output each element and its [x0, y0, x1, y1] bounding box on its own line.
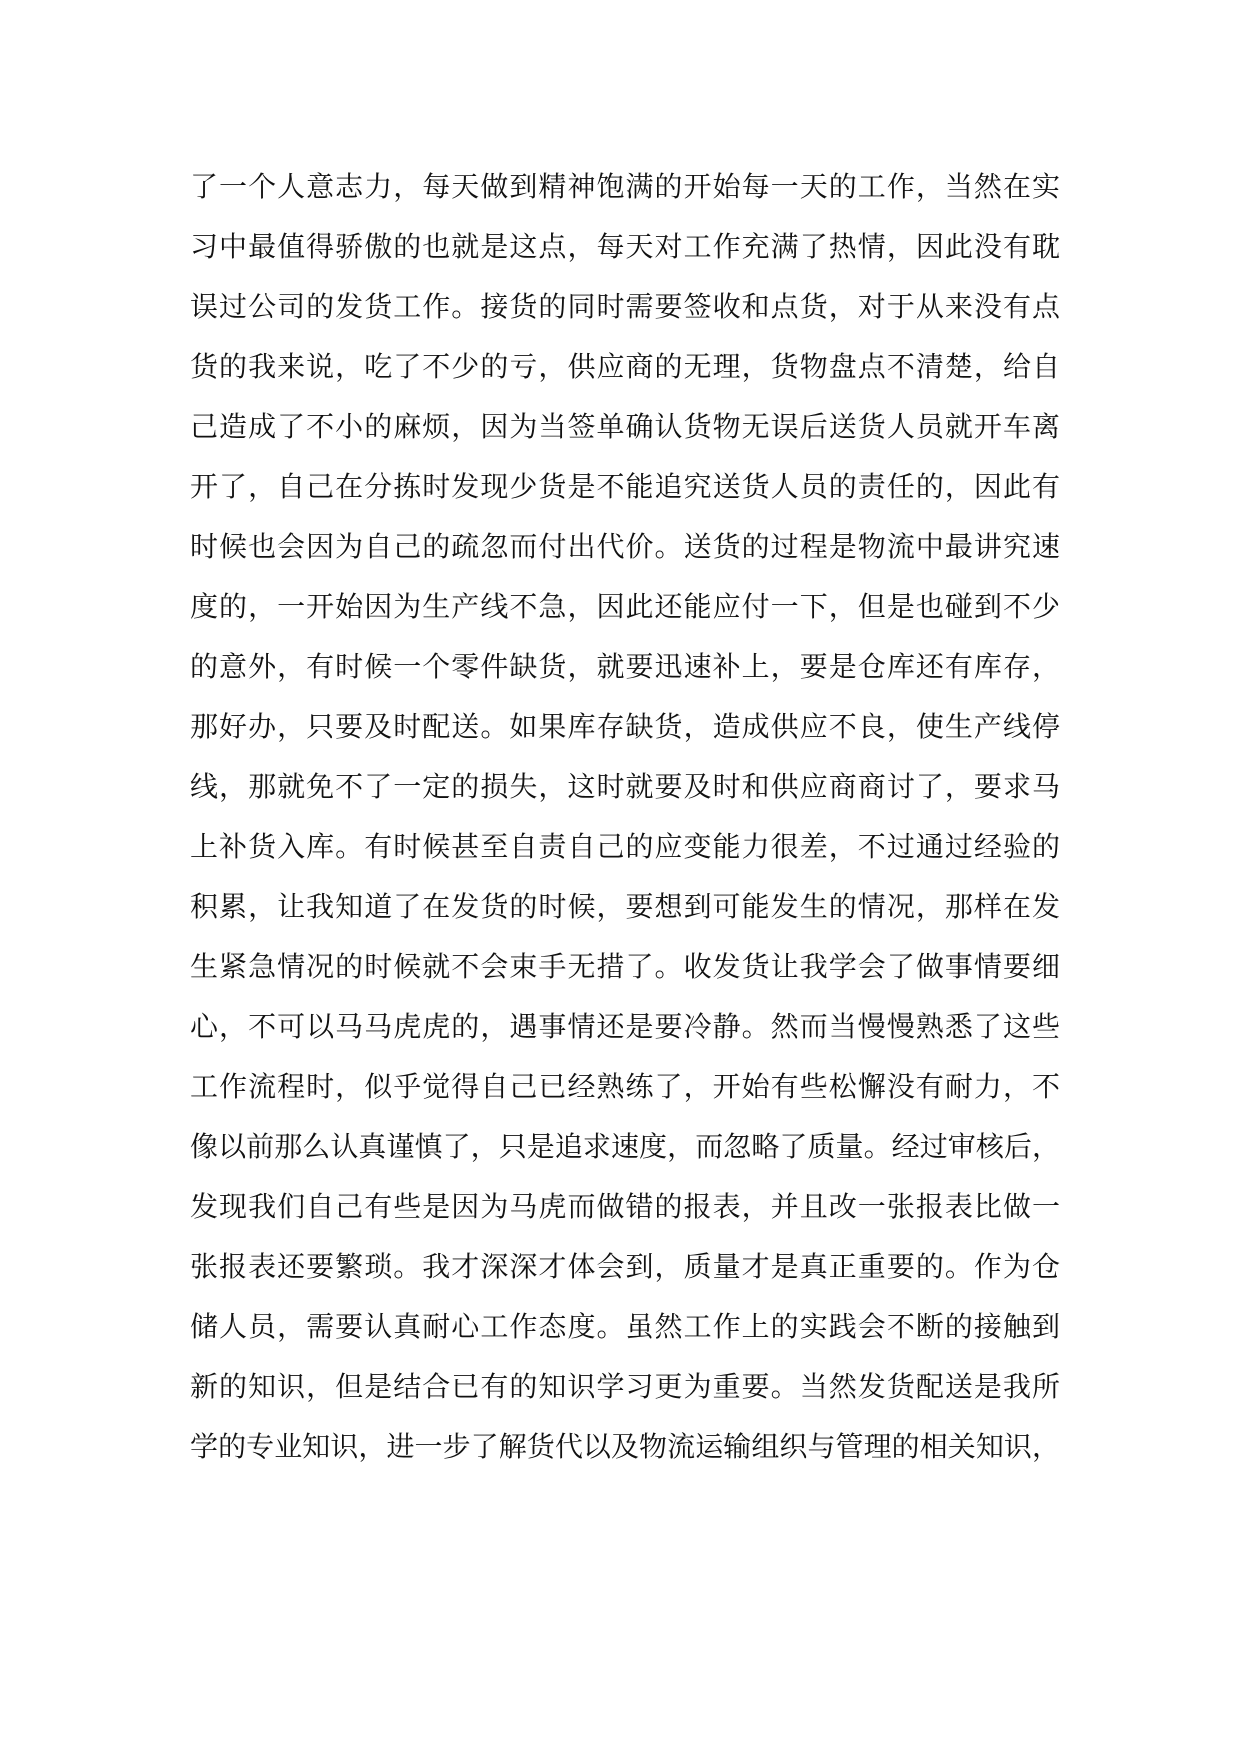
- text-line-10: 那好办，只要及时配送。如果库存缺货，造成供应不良，使生产线停: [190, 710, 1060, 743]
- text-line-20: 储人员，需要认真耐心工作态度。虽然工作上的实践会不断的接触到: [190, 1310, 1060, 1343]
- body-text: [190, 157, 1060, 1477]
- text-line-7: 时候也会因为自己的疏忽而付出代价。送货的过程是物流中最讲究速: [190, 530, 1060, 563]
- text-line-18: 发现我们自己有些是因为马虎而做错的报表，并且改一张报表比做一: [190, 1190, 1060, 1223]
- text-line-16: 工作流程时，似乎觉得自己已经熟练了，开始有些松懈没有耐力，不: [190, 1070, 1060, 1103]
- text-line-2: 习中最值得骄傲的也就是这点，每天对工作充满了热情，因此没有耽: [190, 230, 1060, 263]
- text-line-15: 心，不可以马马虎虎的，遇事情还是要冷静。然而当慢慢熟悉了这些: [190, 1010, 1060, 1043]
- text-line-14: 生紧急情况的时候就不会束手无措了。收发货让我学会了做事情要细: [190, 950, 1060, 983]
- text-line-9: 的意外，有时候一个零件缺货，就要迅速补上，要是仓库还有库存，: [190, 650, 1060, 683]
- text-line-13: 积累，让我知道了在发货的时候，要想到可能发生的情况，那样在发: [190, 890, 1060, 923]
- text-line-3: 误过公司的发货工作。接货的同时需要签收和点货，对于从来没有点: [190, 290, 1060, 323]
- text-line-6: 开了，自己在分拣时发现少货是不能追究送货人员的责任的，因此有: [190, 470, 1060, 503]
- text-line-19: 张报表还要繁琐。我才深深才体会到，质量才是真正重要的。作为仓: [190, 1250, 1060, 1283]
- text-line-22: 学的专业知识，进一步了解货代以及物流运输组织与管理的相关知识，: [190, 1430, 1060, 1463]
- text-line-8: 度的，一开始因为生产线不急，因此还能应付一下，但是也碰到不少: [190, 590, 1060, 623]
- text-line-5: 己造成了不小的麻烦，因为当签单确认货物无误后送货人员就开车离: [190, 410, 1060, 443]
- text-line-11: 线，那就免不了一定的损失，这时就要及时和供应商商讨了，要求马: [190, 770, 1060, 803]
- text-line-17: 像以前那么认真谨慎了，只是追求速度，而忽略了质量。经过审核后，: [190, 1130, 1060, 1163]
- text-line-1: 了一个人意志力，每天做到精神饱满的开始每一天的工作，当然在实: [190, 170, 1060, 203]
- text-line-21: 新的知识，但是结合已有的知识学习更为重要。当然发货配送是我所: [190, 1370, 1060, 1403]
- text-line-12: 上补货入库。有时候甚至自责自己的应变能力很差，不过通过经验的: [190, 830, 1060, 863]
- text-line-4: 货的我来说，吃了不少的亏，供应商的无理，货物盘点不清楚，给自: [190, 350, 1060, 383]
